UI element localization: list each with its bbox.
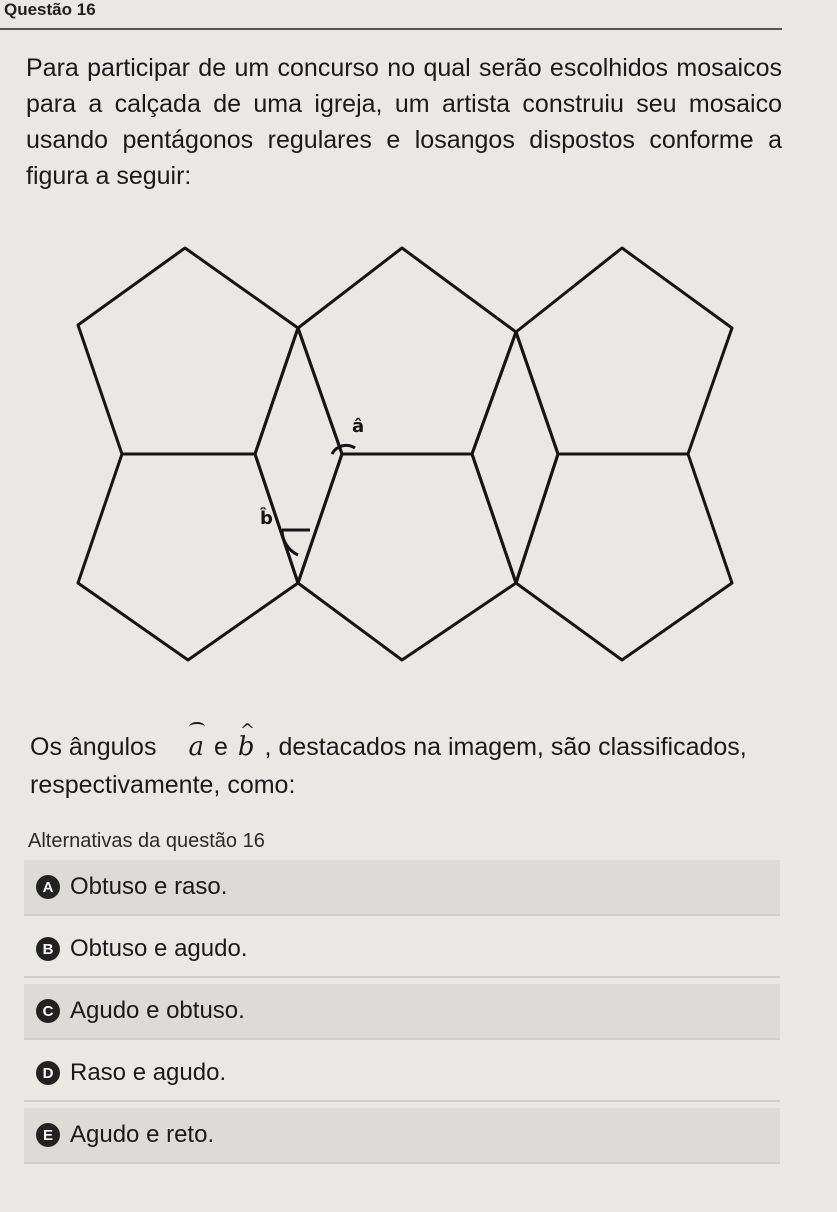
mosaic-figure (70, 240, 750, 680)
title-divider (0, 28, 782, 30)
alternative-letter: D (36, 1061, 60, 1085)
question-statement: Para participar de um concurso no qual serão escolhidos mosaicos para a calçada de uma igreja, um artista construiu seu mosaico usando pentágonos regulares e losangos dispostos conforme a figura a seguir: (26, 54, 782, 190)
alternative-a[interactable] (24, 860, 780, 916)
alternative-text: Agudo e obtuso. (70, 997, 245, 1024)
alternative-b[interactable] (24, 922, 780, 978)
alternative-text: Raso e agudo. (70, 1059, 227, 1086)
prompt-prefix: Os ângulos (30, 733, 157, 761)
rhombus-right (472, 332, 558, 583)
alternative-letter: A (36, 875, 60, 899)
prompt-connector: e (213, 733, 228, 761)
prompt-suffix: , destacados na imagem, são classificados, respectivamente, como: (30, 733, 747, 799)
alternative-text: Obtuso e raso. (70, 873, 228, 900)
angle-a-label: â (352, 416, 365, 437)
question-title: Questão 16 (4, 0, 96, 19)
alternative-d[interactable] (24, 1046, 780, 1102)
angle-a-symbol: a (188, 728, 204, 766)
alternative-e[interactable] (24, 1108, 780, 1164)
alternative-c[interactable] (24, 984, 780, 1040)
rhombus-left (255, 328, 342, 583)
alternatives-title: Alternativas da questão 16 (28, 830, 265, 852)
alternative-text: Agudo e reto. (70, 1121, 215, 1148)
alternative-letter: E (36, 1123, 60, 1147)
angle-b-label: b̂ (260, 508, 273, 529)
question-prompt (30, 728, 782, 804)
angle-b-symbol: b ^ (238, 728, 255, 766)
alternative-text: Obtuso e agudo. (70, 935, 248, 962)
alternative-letter: C (36, 999, 60, 1023)
alternative-letter: B (36, 937, 60, 961)
